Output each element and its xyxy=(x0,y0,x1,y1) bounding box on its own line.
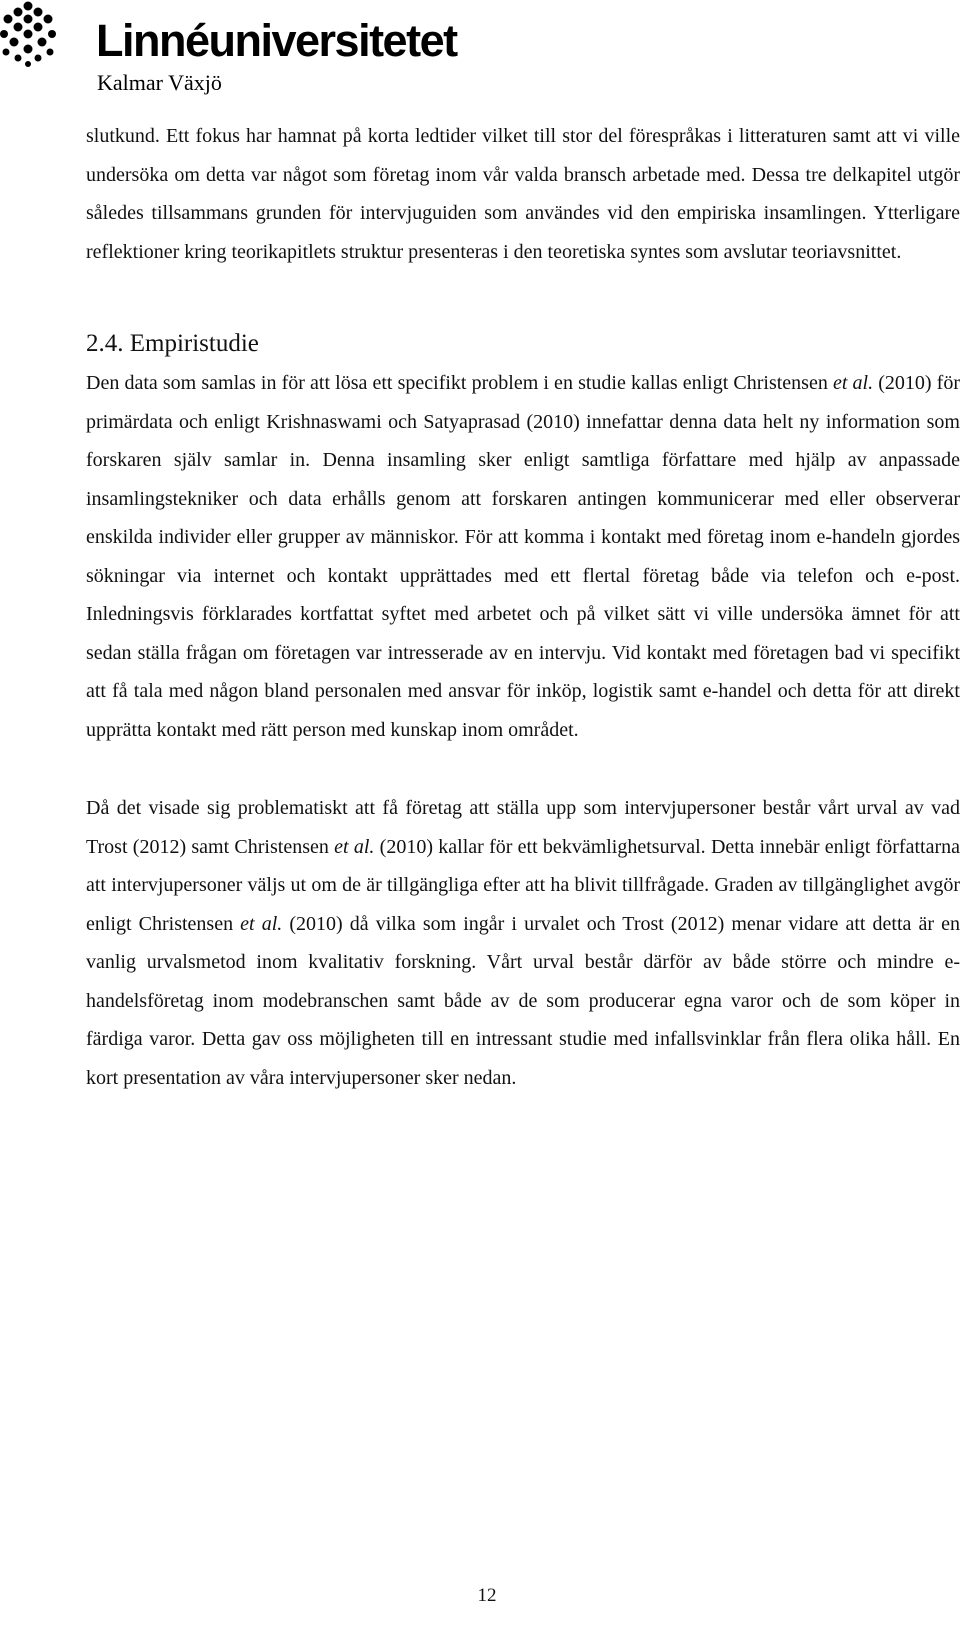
page-number: 12 xyxy=(477,1585,497,1606)
paragraph xyxy=(86,364,960,749)
paragraph: slutkund. Ett fokus har hamnat på korta ledtider vilket till stor del förespråkas i litteraturen samt att vi ville undersöka om detta var något som företag inom vår valda bransch arbetade med. Dessa tre delkapitel utgör således tillsammans grunden för intervjuguiden som användes vid den empiriska insamlingen. Ytterligare reflektioner kring teorikapitlets struktur presenteras i den teoretiska syntes som avslutar teoriavsnittet. xyxy=(86,125,960,263)
logo-subtitle: Kalmar Växjö xyxy=(97,70,222,95)
emphasis: et al. xyxy=(240,912,283,935)
text-run: Den data som samlas in för att lösa ett specifikt problem i en studie kallas enligt Christensen xyxy=(86,372,833,394)
emphasis: et al. xyxy=(334,835,375,858)
text-run: Då det visade sig problematiskt att få företag att ställa upp som intervjupersoner består vårt urval av vad Trost (2012) samt Christensen xyxy=(86,797,960,858)
page-header xyxy=(0,0,960,100)
text-run: (2010) då vilka som ingår i urvalet och Trost (2012) menar vidare att detta är en vanlig urvalsmetod inom kvalitativ forskning. Vårt urval består därför av både större och mindre e-handelsföretag inom modebranschen samt både av de som producerar egna varor och de som köper in färdiga varor. Detta gav oss möjligheten till en intressant studie med infallsvinklar från flera olika håll. En kort presentation av våra intervjupersoner sker nedan. xyxy=(86,912,960,1089)
document-body xyxy=(86,117,960,1097)
university-logo-icon xyxy=(0,0,56,72)
section-heading: 2.4. Empiristudie xyxy=(86,330,259,357)
paragraph xyxy=(86,789,960,1097)
text-run: (2010) kallar för ett bekvämlighetsurval. Detta innebär enligt författarna att intervjupersoner väljs ut om de är tillgängliga efter att ha blivit tillfrågade. Graden av tillgänglighet avgör enligt Christensen xyxy=(86,835,960,935)
text-run: (2010) för primärdata och enligt Krishnaswami och Satyaprasad (2010) innefattar denna data helt ny information som forskaren själv samlar in. Denna insamling sker enligt samtliga författare med hjälp av anpassade insamlingstekniker och data erhålls genom att forskaren antingen kommunicerar med eller observerar enskilda individer eller grupper av människor. För att komma i kontakt med företag inom e-handeln gjordes sökningar via internet och kontakt upprättades med ett flertal företag både via telefon och e-post. Inledningsvis förklarades kortfattat syftet med arbetet och på vilket sätt vi ville undersöka ämnet för att sedan ställa frågan om företagen var intresserade av en intervju. Vid kontakt med företagen bad vi specifikt att få tala med någon bland personalen med ansvar för inköp, logistik samt e-handel och detta för att direkt upprätta kontakt med rätt person med kunskap inom området. xyxy=(86,372,960,741)
spacer xyxy=(86,749,960,789)
emphasis: et al. xyxy=(832,372,874,394)
logo-wordmark: Linnéuniversitetet xyxy=(96,15,457,66)
spacer xyxy=(86,271,960,324)
